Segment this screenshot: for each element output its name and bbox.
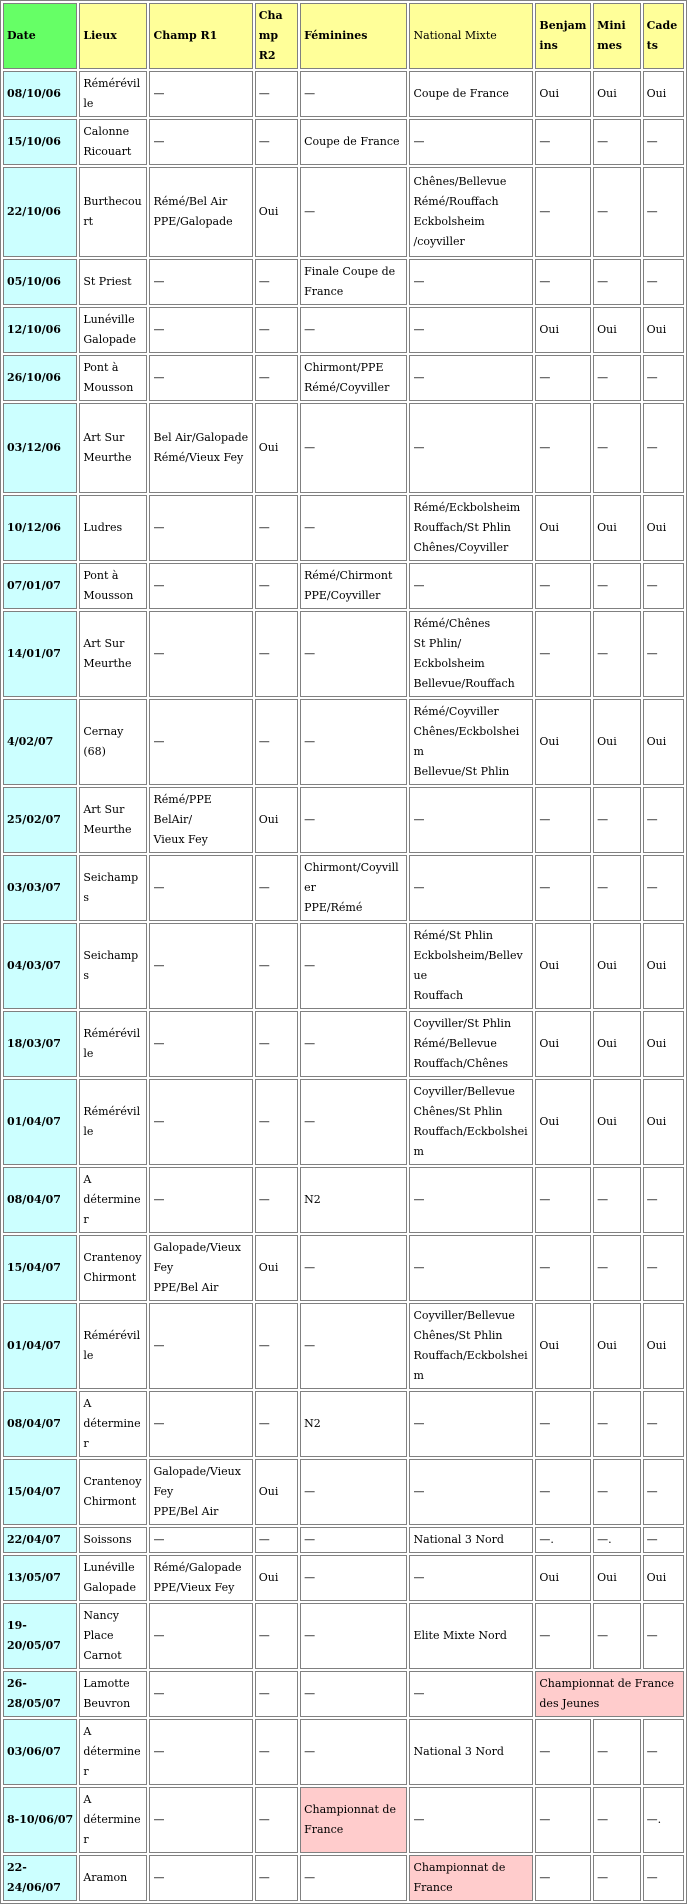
champ-r2-cell: Oui xyxy=(255,1235,298,1301)
table-row xyxy=(3,1671,684,1717)
minimes-cell: Oui xyxy=(593,1555,641,1601)
champ-r2-cell: — xyxy=(255,1671,298,1717)
benjamins-cell: — xyxy=(535,787,591,853)
feminines-cell: — xyxy=(300,1671,407,1717)
champ-r1-cell: — xyxy=(149,1011,252,1077)
national-mixte-cell: — xyxy=(409,1555,533,1601)
lieu-cell: Pont à Mousson xyxy=(79,563,147,609)
feminines-cell: — xyxy=(300,923,407,1009)
benjamins-cell: — xyxy=(535,167,591,257)
minimes-cell: — xyxy=(593,1603,641,1669)
benjamins-cell: — xyxy=(535,1167,591,1233)
minimes-cell: — xyxy=(593,1855,641,1901)
header-date: Date xyxy=(3,3,77,69)
minimes-cell: Oui xyxy=(593,1303,641,1389)
benjamins-cell: Oui xyxy=(535,1303,591,1389)
table-row xyxy=(3,1303,684,1389)
date-cell: 04/03/07 xyxy=(3,923,77,1009)
date-cell: 05/10/06 xyxy=(3,259,77,305)
national-mixte-cell: — xyxy=(409,1391,533,1457)
benjamins-cell: Oui xyxy=(535,1011,591,1077)
table-row xyxy=(3,1527,684,1553)
champ-r1-cell: — xyxy=(149,495,252,561)
table-row xyxy=(3,855,684,921)
champ-r1-cell: Galopade/Vieux Fey PPE/Bel Air xyxy=(149,1459,252,1525)
benjamins-cell: — xyxy=(535,855,591,921)
date-cell: 01/04/07 xyxy=(3,1079,77,1165)
date-cell: 03/03/07 xyxy=(3,855,77,921)
lieu-cell: Lunéville Galopade xyxy=(79,307,147,353)
champ-r1-cell: — xyxy=(149,71,252,117)
cadets-cell: — xyxy=(643,119,684,165)
lieu-cell: Seichamps xyxy=(79,855,147,921)
benjamins-cell: Oui xyxy=(535,1079,591,1165)
minimes-cell: Oui xyxy=(593,495,641,561)
date-cell: 01/04/07 xyxy=(3,1303,77,1389)
feminines-cell: — xyxy=(300,1235,407,1301)
minimes-cell: — xyxy=(593,1459,641,1525)
table-row xyxy=(3,1555,684,1601)
benjamins-cell: — xyxy=(535,119,591,165)
lieu-cell: A déterminer xyxy=(79,1391,147,1457)
benjamins-cell: Oui xyxy=(535,1555,591,1601)
table-row xyxy=(3,307,684,353)
minimes-cell: Oui xyxy=(593,1079,641,1165)
lieu-cell: Burthecourt xyxy=(79,167,147,257)
champ-r1-cell: — xyxy=(149,355,252,401)
benjamins-cell: — xyxy=(535,1603,591,1669)
date-cell: 08/04/07 xyxy=(3,1391,77,1457)
header-benjamins: Benjamins xyxy=(535,3,591,69)
benjamins-cell: — xyxy=(535,611,591,697)
champ-r2-cell: — xyxy=(255,1527,298,1553)
lieu-cell: Crantenoy Chirmont xyxy=(79,1235,147,1301)
champ-r1-cell: Rémé/PPE BelAir/ Vieux Fey xyxy=(149,787,252,853)
feminines-cell: — xyxy=(300,1555,407,1601)
feminines-cell: Chirmont/PPE Rémé/Coyviller xyxy=(300,355,407,401)
cadets-cell: — xyxy=(643,403,684,493)
champ-r2-cell: Oui xyxy=(255,403,298,493)
cadets-cell: — xyxy=(643,1167,684,1233)
table-row xyxy=(3,1603,684,1669)
national-mixte-cell: — xyxy=(409,1459,533,1525)
champ-r2-cell: — xyxy=(255,1011,298,1077)
champ-r1-cell: Bel Air/Galopade Rémé/Vieux Fey xyxy=(149,403,252,493)
cadets-cell: — xyxy=(643,1459,684,1525)
table-row xyxy=(3,611,684,697)
lieu-cell: Réméréville xyxy=(79,1079,147,1165)
lieu-cell: Nancy Place Carnot xyxy=(79,1603,147,1669)
benjamins-cell: — xyxy=(535,259,591,305)
feminines-cell: Championnat de France xyxy=(300,1787,407,1853)
minimes-cell: — xyxy=(593,1167,641,1233)
feminines-cell: Chirmont/Coyviller PPE/Rémé xyxy=(300,855,407,921)
national-mixte-cell: Rémé/St Phlin Eckbolsheim/Bellevue Rouffach xyxy=(409,923,533,1009)
minimes-cell: Oui xyxy=(593,699,641,785)
feminines-cell: — xyxy=(300,699,407,785)
table-row xyxy=(3,699,684,785)
champ-r2-cell: — xyxy=(255,1167,298,1233)
cadets-cell: — xyxy=(643,355,684,401)
champ-r2-cell: — xyxy=(255,1303,298,1389)
header-minimes: Minimes xyxy=(593,3,641,69)
table-row xyxy=(3,923,684,1009)
header-cadets: Cadets xyxy=(643,3,684,69)
champ-r1-cell: — xyxy=(149,1303,252,1389)
feminines-cell: Rémé/Chirmont PPE/Coyviller xyxy=(300,563,407,609)
minimes-cell: — xyxy=(593,355,641,401)
cadets-cell: Oui xyxy=(643,1303,684,1389)
cadets-cell: Oui xyxy=(643,923,684,1009)
benjamins-cell: — xyxy=(535,1855,591,1901)
national-mixte-cell: National 3 Nord xyxy=(409,1527,533,1553)
lieu-cell: Ludres xyxy=(79,495,147,561)
champ-r2-cell: Oui xyxy=(255,1555,298,1601)
lieu-cell: Pont à Mousson xyxy=(79,355,147,401)
table-row xyxy=(3,119,684,165)
feminines-cell: — xyxy=(300,71,407,117)
feminines-cell: — xyxy=(300,1079,407,1165)
champ-r2-cell: — xyxy=(255,307,298,353)
date-cell: 08/10/06 xyxy=(3,71,77,117)
champ-r1-cell: — xyxy=(149,923,252,1009)
national-mixte-cell: — xyxy=(409,355,533,401)
cadets-cell: — xyxy=(643,1603,684,1669)
table-row xyxy=(3,403,684,493)
table-row xyxy=(3,1459,684,1525)
table-row xyxy=(3,563,684,609)
header-champ-r1: Champ R1 xyxy=(149,3,252,69)
champ-r1-cell: — xyxy=(149,611,252,697)
date-cell: 15/04/07 xyxy=(3,1459,77,1525)
cadets-cell: — xyxy=(643,1391,684,1457)
champ-r2-cell: Oui xyxy=(255,1459,298,1525)
national-mixte-cell: — xyxy=(409,1167,533,1233)
champ-r1-cell: — xyxy=(149,1671,252,1717)
table-row xyxy=(3,259,684,305)
champ-r2-cell: — xyxy=(255,1603,298,1669)
cadets-cell: —. xyxy=(643,1787,684,1853)
cadets-cell: Oui xyxy=(643,307,684,353)
lieu-cell: Réméréville xyxy=(79,71,147,117)
date-cell: 19-20/05/07 xyxy=(3,1603,77,1669)
cadets-cell: — xyxy=(643,1719,684,1785)
champ-r1-cell: — xyxy=(149,699,252,785)
lieu-cell: Réméréville xyxy=(79,1011,147,1077)
champ-r1-cell: — xyxy=(149,1603,252,1669)
header-champ-r2: Champ R2 xyxy=(255,3,298,69)
champ-r2-cell: — xyxy=(255,1391,298,1457)
date-cell: 14/01/07 xyxy=(3,611,77,697)
benjamins-cell: Oui xyxy=(535,699,591,785)
national-mixte-cell: — xyxy=(409,1787,533,1853)
benjamins-cell: — xyxy=(535,1391,591,1457)
date-cell: 03/06/07 xyxy=(3,1719,77,1785)
minimes-cell: Oui xyxy=(593,923,641,1009)
champ-r2-cell: — xyxy=(255,1079,298,1165)
national-mixte-cell: Chênes/Bellevue Rémé/Rouffach Eckbolsheim /coyviller xyxy=(409,167,533,257)
benjamins-cell: Oui xyxy=(535,71,591,117)
national-mixte-cell: — xyxy=(409,563,533,609)
feminines-cell: — xyxy=(300,787,407,853)
table-row xyxy=(3,787,684,853)
champ-r2-cell: — xyxy=(255,259,298,305)
table-row xyxy=(3,1855,684,1901)
champ-r1-cell: — xyxy=(149,855,252,921)
minimes-cell: Oui xyxy=(593,1011,641,1077)
national-mixte-cell: Rémé/Coyviller Chênes/Eckbolsheim Bellevue/St Phlin xyxy=(409,699,533,785)
champ-r2-cell: — xyxy=(255,923,298,1009)
national-mixte-cell: Rémé/Eckbolsheim Rouffach/St Phlin Chênes/Coyviller xyxy=(409,495,533,561)
lieu-cell: Art Sur Meurthe xyxy=(79,787,147,853)
cadets-cell: — xyxy=(643,259,684,305)
feminines-cell: Finale Coupe de France xyxy=(300,259,407,305)
table-row xyxy=(3,355,684,401)
cadets-cell: — xyxy=(643,1527,684,1553)
feminines-cell: — xyxy=(300,403,407,493)
champ-r1-cell: — xyxy=(149,259,252,305)
champ-r1-cell: — xyxy=(149,1167,252,1233)
table-row xyxy=(3,167,684,257)
minimes-cell: — xyxy=(593,611,641,697)
national-mixte-cell: — xyxy=(409,119,533,165)
lieu-cell: Calonne Ricouart xyxy=(79,119,147,165)
feminines-cell: — xyxy=(300,611,407,697)
feminines-cell: — xyxy=(300,1011,407,1077)
lieu-cell: Crantenoy Chirmont xyxy=(79,1459,147,1525)
feminines-cell: — xyxy=(300,167,407,257)
national-mixte-cell: — xyxy=(409,403,533,493)
cadets-cell: — xyxy=(643,1235,684,1301)
minimes-cell: — xyxy=(593,563,641,609)
feminines-cell: — xyxy=(300,307,407,353)
benjamins-cell: —. xyxy=(535,1527,591,1553)
national-mixte-cell: Coyviller/St Phlin Rémé/Bellevue Rouffach/Chênes xyxy=(409,1011,533,1077)
cadets-cell: Oui xyxy=(643,495,684,561)
cadets-cell: — xyxy=(643,855,684,921)
minimes-cell: — xyxy=(593,855,641,921)
national-mixte-cell: Coyviller/Bellevue Chênes/St Phlin Rouffach/Eckbolsheim xyxy=(409,1303,533,1389)
header-row xyxy=(3,3,684,69)
minimes-cell: — xyxy=(593,1787,641,1853)
date-cell: 22/04/07 xyxy=(3,1527,77,1553)
minimes-cell: — xyxy=(593,119,641,165)
lieu-cell: Cernay (68) xyxy=(79,699,147,785)
champ-r2-cell: — xyxy=(255,495,298,561)
table-row xyxy=(3,495,684,561)
lieu-cell: Art Sur Meurthe xyxy=(79,403,147,493)
lieu-cell: A déterminer xyxy=(79,1167,147,1233)
benjamins-cell: — xyxy=(535,1459,591,1525)
national-mixte-cell: — xyxy=(409,1671,533,1717)
national-mixte-cell: Coupe de France xyxy=(409,71,533,117)
header-national-mixte: National Mixte xyxy=(409,3,533,69)
champ-r1-cell: — xyxy=(149,1855,252,1901)
benjamins-cell: — xyxy=(535,355,591,401)
lieu-cell: St Priest xyxy=(79,259,147,305)
national-mixte-cell: — xyxy=(409,259,533,305)
champ-r1-cell: — xyxy=(149,1391,252,1457)
minimes-cell: — xyxy=(593,1391,641,1457)
feminines-cell: — xyxy=(300,1719,407,1785)
lieu-cell: Soissons xyxy=(79,1527,147,1553)
national-mixte-cell: National 3 Nord xyxy=(409,1719,533,1785)
feminines-cell: — xyxy=(300,1303,407,1389)
feminines-cell: — xyxy=(300,1855,407,1901)
date-cell: 22/10/06 xyxy=(3,167,77,257)
table-row xyxy=(3,1391,684,1457)
minimes-cell: — xyxy=(593,403,641,493)
date-cell: 18/03/07 xyxy=(3,1011,77,1077)
champ-r2-cell: Oui xyxy=(255,167,298,257)
date-cell: 13/05/07 xyxy=(3,1555,77,1601)
cadets-cell: Oui xyxy=(643,71,684,117)
date-cell: 22-24/06/07 xyxy=(3,1855,77,1901)
lieu-cell: Réméréville xyxy=(79,1303,147,1389)
national-mixte-cell: — xyxy=(409,1235,533,1301)
cadets-cell: Oui xyxy=(643,1011,684,1077)
table-row xyxy=(3,1011,684,1077)
national-mixte-cell: — xyxy=(409,787,533,853)
header-feminines: Féminines xyxy=(300,3,407,69)
national-mixte-cell: Elite Mixte Nord xyxy=(409,1603,533,1669)
champ-r2-cell: — xyxy=(255,563,298,609)
champ-r1-cell: — xyxy=(149,1719,252,1785)
national-mixte-cell: Coyviller/Bellevue Chênes/St Phlin Rouffach/Eckbolsheim xyxy=(409,1079,533,1165)
minimes-cell: — xyxy=(593,167,641,257)
champ-r2-cell: — xyxy=(255,611,298,697)
cadets-cell: Oui xyxy=(643,1079,684,1165)
minimes-cell: — xyxy=(593,259,641,305)
champ-r1-cell: Rémé/Galopade PPE/Vieux Fey xyxy=(149,1555,252,1601)
date-cell: 03/12/06 xyxy=(3,403,77,493)
lieu-cell: Lamotte Beuvron xyxy=(79,1671,147,1717)
champ-r1-cell: Galopade/Vieux Fey PPE/Bel Air xyxy=(149,1235,252,1301)
feminines-cell: N2 xyxy=(300,1391,407,1457)
benjamins-cell: Oui xyxy=(535,495,591,561)
champ-r1-cell: — xyxy=(149,1079,252,1165)
feminines-cell: N2 xyxy=(300,1167,407,1233)
cadets-cell: — xyxy=(643,167,684,257)
date-cell: 12/10/06 xyxy=(3,307,77,353)
champ-r2-cell: — xyxy=(255,119,298,165)
table-row xyxy=(3,1787,684,1853)
champ-r2-cell: — xyxy=(255,1855,298,1901)
cadets-cell: Oui xyxy=(643,1555,684,1601)
lieu-cell: A déterminer xyxy=(79,1787,147,1853)
national-mixte-cell: Rémé/Chênes St Phlin/ Eckbolsheim Bellevue/Rouffach xyxy=(409,611,533,697)
champ-r2-cell: — xyxy=(255,71,298,117)
date-cell: 4/02/07 xyxy=(3,699,77,785)
minimes-cell: — xyxy=(593,1719,641,1785)
champ-r2-cell: Oui xyxy=(255,787,298,853)
benjamins-cell: — xyxy=(535,1235,591,1301)
date-cell: 25/02/07 xyxy=(3,787,77,853)
date-cell: 15/10/06 xyxy=(3,119,77,165)
benjamins-cell: — xyxy=(535,1719,591,1785)
champ-r2-cell: — xyxy=(255,855,298,921)
minimes-cell: Oui xyxy=(593,71,641,117)
feminines-cell: Coupe de France xyxy=(300,119,407,165)
lieu-cell: A déterminer xyxy=(79,1719,147,1785)
lieu-cell: Lunéville Galopade xyxy=(79,1555,147,1601)
minimes-cell: Oui xyxy=(593,307,641,353)
date-cell: 08/04/07 xyxy=(3,1167,77,1233)
national-mixte-cell: Championnat de France xyxy=(409,1855,533,1901)
feminines-cell: — xyxy=(300,1527,407,1553)
minimes-cell: —. xyxy=(593,1527,641,1553)
benjamins-cell: Oui xyxy=(535,307,591,353)
table-row xyxy=(3,1079,684,1165)
champ-r2-cell: — xyxy=(255,1719,298,1785)
cadets-cell: — xyxy=(643,611,684,697)
national-mixte-cell: — xyxy=(409,307,533,353)
championnat-jeunes-cell: Championnat de France des Jeunes xyxy=(535,1671,684,1717)
date-cell: 15/04/07 xyxy=(3,1235,77,1301)
benjamins-cell: Oui xyxy=(535,923,591,1009)
date-cell: 07/01/07 xyxy=(3,563,77,609)
national-mixte-cell: — xyxy=(409,855,533,921)
cadets-cell: — xyxy=(643,563,684,609)
feminines-cell: — xyxy=(300,495,407,561)
champ-r2-cell: — xyxy=(255,355,298,401)
cadets-cell: — xyxy=(643,787,684,853)
table-row xyxy=(3,71,684,117)
date-cell: 8-10/06/07 xyxy=(3,1787,77,1853)
date-cell: 26-28/05/07 xyxy=(3,1671,77,1717)
minimes-cell: — xyxy=(593,1235,641,1301)
lieu-cell: Aramon xyxy=(79,1855,147,1901)
champ-r1-cell: — xyxy=(149,1527,252,1553)
cadets-cell: — xyxy=(643,1855,684,1901)
cadets-cell: Oui xyxy=(643,699,684,785)
header-lieux: Lieux xyxy=(79,3,147,69)
table-row xyxy=(3,1167,684,1233)
feminines-cell: — xyxy=(300,1603,407,1669)
champ-r1-cell: — xyxy=(149,307,252,353)
champ-r1-cell: — xyxy=(149,119,252,165)
champ-r2-cell: — xyxy=(255,1787,298,1853)
date-cell: 10/12/06 xyxy=(3,495,77,561)
table-row xyxy=(3,1719,684,1785)
date-cell: 26/10/06 xyxy=(3,355,77,401)
champ-r2-cell: — xyxy=(255,699,298,785)
lieu-cell: Art Sur Meurthe xyxy=(79,611,147,697)
lieu-cell: Seichamps xyxy=(79,923,147,1009)
champ-r1-cell: — xyxy=(149,1787,252,1853)
champ-r1-cell: Rémé/Bel Air PPE/Galopade xyxy=(149,167,252,257)
champ-r1-cell: — xyxy=(149,563,252,609)
feminines-cell: — xyxy=(300,1459,407,1525)
table-row xyxy=(3,1235,684,1301)
benjamins-cell: — xyxy=(535,1787,591,1853)
benjamins-cell: — xyxy=(535,563,591,609)
benjamins-cell: — xyxy=(535,403,591,493)
minimes-cell: — xyxy=(593,787,641,853)
